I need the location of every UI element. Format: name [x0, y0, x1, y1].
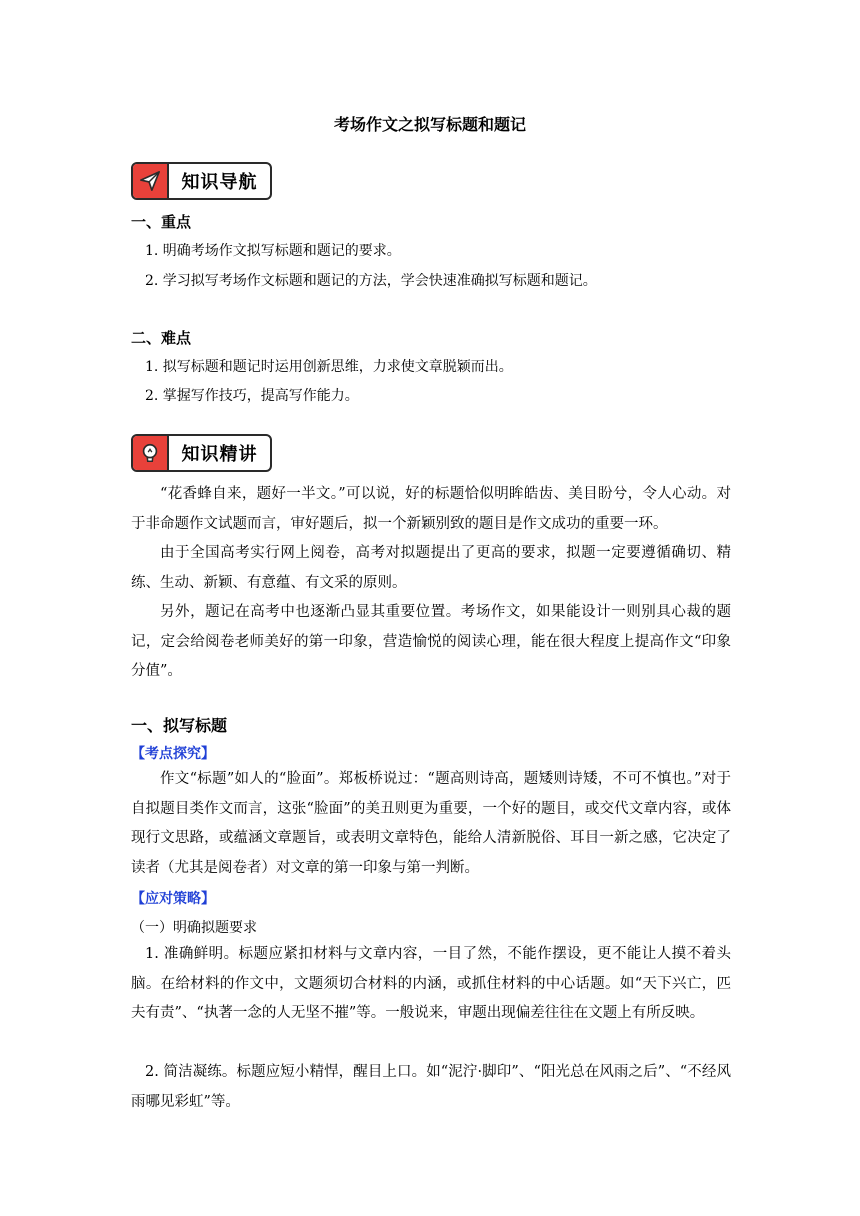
banner-label: 知识精讲	[181, 444, 258, 465]
key-point-item: 1. 明确考场作文拟写标题和题记的要求。	[145, 243, 401, 259]
subheading: （一）明确拟题要求	[131, 920, 257, 936]
difficulties-heading: 二、难点	[131, 329, 192, 347]
strategy-label: 【应对策略】	[131, 891, 215, 907]
difficulty-item: 1. 拟写标题和题记时运用创新思维，力求使文章脱颖而出。	[145, 359, 513, 375]
page-title: 考场作文之拟写标题和题记	[333, 115, 526, 134]
lightbulb-icon	[133, 436, 169, 470]
key-points-heading: 一、重点	[131, 213, 192, 231]
section-heading: 一、拟写标题	[131, 716, 228, 735]
intro-paragraph: “花香蜂自来，题好一半文。”可以说，好的标题恰似明眸皓齿、美目盼兮，令人心动。对于非命题作文试题而言，审好题后，拟一个新颖别致的题目是作文成功的重要一环。	[131, 486, 731, 532]
exam-point-label: 【考点探究】	[131, 746, 215, 762]
paper-plane-icon	[133, 164, 169, 198]
requirement-item: 1. 准确鲜明。标题应紧扣材料与文章内容，一目了然，不能作摆设，更不能让人摸不着头脑。在给材料的作文中，文题须切合材料的内涵，或抓住材料的中心话题。如“天下兴亡，匹夫有责”、“执著一念的人无坚不摧”等。一般说来，审题出现偏差往往在文题上有所反映。	[131, 946, 731, 1021]
intro-paragraph: 由于全国高考实行网上阅卷，高考对拟题提出了更高的要求，拟题一定要遵循确切、精练、生动、新颖、有意蕴、有文采的原则。	[131, 545, 731, 591]
difficulty-item: 2. 掌握写作技巧，提高写作能力。	[145, 388, 359, 404]
requirement-item: 2. 简洁凝练。标题应短小精悍，醒目上口。如“泥泞·脚印”、“阳光总在风雨之后”、“不经风雨哪见彩虹”等。	[131, 1064, 731, 1110]
knowledge-lecture-banner	[131, 434, 272, 472]
knowledge-nav-banner	[131, 162, 272, 200]
exam-point-paragraph: 作文“标题”如人的“脸面”。郑板桥说过：“题高则诗高，题矮则诗矮，不可不慎也。”对于自拟题目类作文而言，这张“脸面”的美丑则更为重要，一个好的题目，或交代文章内容，或体现行文思路，或蕴涵文章题旨，或表明文章特色，能给人清新脱俗、耳目一新之感，它决定了读者（尤其是阅卷者）对文章的第一印象与第一判断。	[131, 771, 731, 876]
banner-label: 知识导航	[181, 172, 258, 193]
key-point-item: 2. 学习拟写考场作文标题和题记的方法，学会快速准确拟写标题和题记。	[145, 273, 597, 289]
intro-paragraph: 另外，题记在高考中也逐渐凸显其重要位置。考场作文，如果能设计一则别具心裁的题记，定会给阅卷老师美好的第一印象，营造愉悦的阅读心理，能在很大程度上提高作文“印象分值”。	[131, 604, 731, 679]
